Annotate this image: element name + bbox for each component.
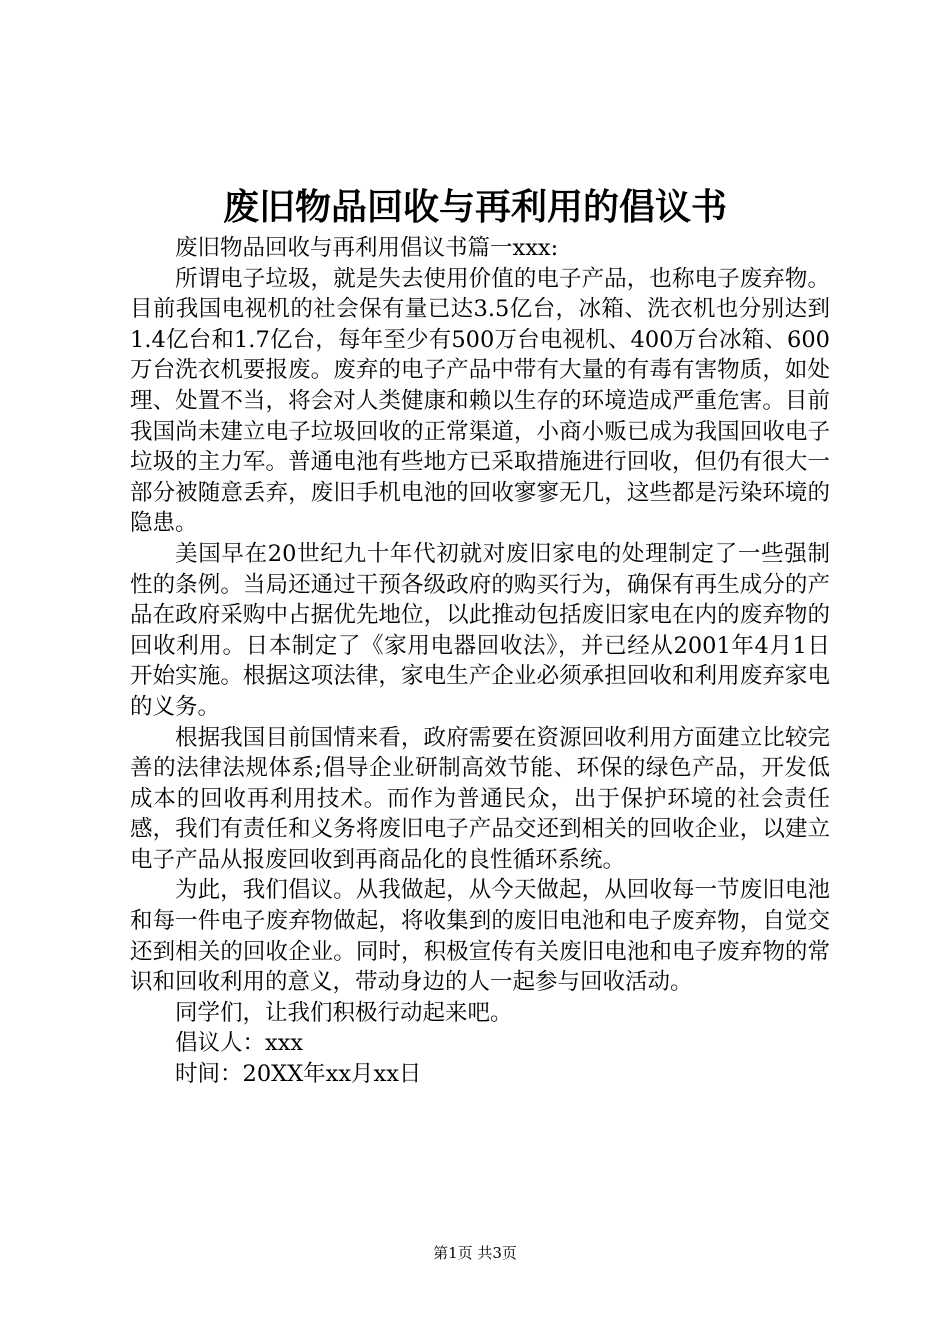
page-number-footer: 第1页 共3页: [433, 1244, 517, 1262]
paragraph-proposal: 为此，我们倡议。从我做起，从今天做起，从回收每一节废旧电池和每一件电子废弃物做起，将收集到的废旧电池和电子废弃物，自觉交还到相关的回收企业。同时，积极宣传有关废旧电池和电子废弃物的常识和回收利用的意义，带动身边的人一起参与回收活动。: [130, 877, 830, 996]
paragraph-foreign-practice: 美国早在20世纪九十年代初就对废旧家电的处理制定了一些强制性的条例。当局还通过干预各级政府的购买行为，确保有再生成分的产品在政府采购中占据优先地位，以此推动包括废旧家电在内的废弃物的回收利用。日本制定了《家用电器回收法》，并已经从2001年4月1日开始实施。根据这项法律，家电生产企业必须承担回收和利用废弃家电的义务。: [130, 540, 830, 720]
paragraph-date: 时间：20XX年xx月xx日: [175, 1061, 422, 1088]
paragraph-domestic-situation: 根据我国目前国情来看，政府需要在资源回收利用方面建立比较完善的法律法规体系;倡导企业研制高效节能、环保的绿色产品，开发低成本的回收再利用技术。而作为普通民众，出于保护环境的社会责任感，我们有责任和义务将废旧电子产品交还到相关的回收企业，以建立电子产品从报废回收到再商品化的良性循环系统。: [130, 724, 830, 873]
document-title: 废旧物品回收与再利用的倡议书: [222, 187, 727, 228]
paragraph-subtitle: 废旧物品回收与再利用倡议书篇一xxx:: [175, 235, 559, 261]
paragraph-e-waste: 所谓电子垃圾，就是失去使用价值的电子产品，也称电子废弃物。目前我国电视机的社会保有量已达3.5亿台，冰箱、洗衣机也分别达到1.4亿台和1.7亿台，每年至少有500万台电视机、400万台冰箱、600万台洗衣机要报废。废弃的电子产品中带有大量的有毒有害物质，如处理、处置不当，将会对人类健康和赖以生存的环境造成严重危害。目前我国尚未建立电子垃圾回收的正常渠道，小商小贩已成为我国回收电子垃圾的主力军。普通电池有些地方已采取措施进行回收，但仍有很大一部分被随意丢弃，废旧手机电池的回收寥寥无几，这些都是污染环境的隐患。: [130, 265, 830, 537]
document-body: [130, 233, 830, 1090]
paragraph-call-to-action: 同学们，让我们积极行动起来吧。: [175, 999, 513, 1026]
paragraph-proposer: 倡议人：xxx: [175, 1030, 304, 1057]
